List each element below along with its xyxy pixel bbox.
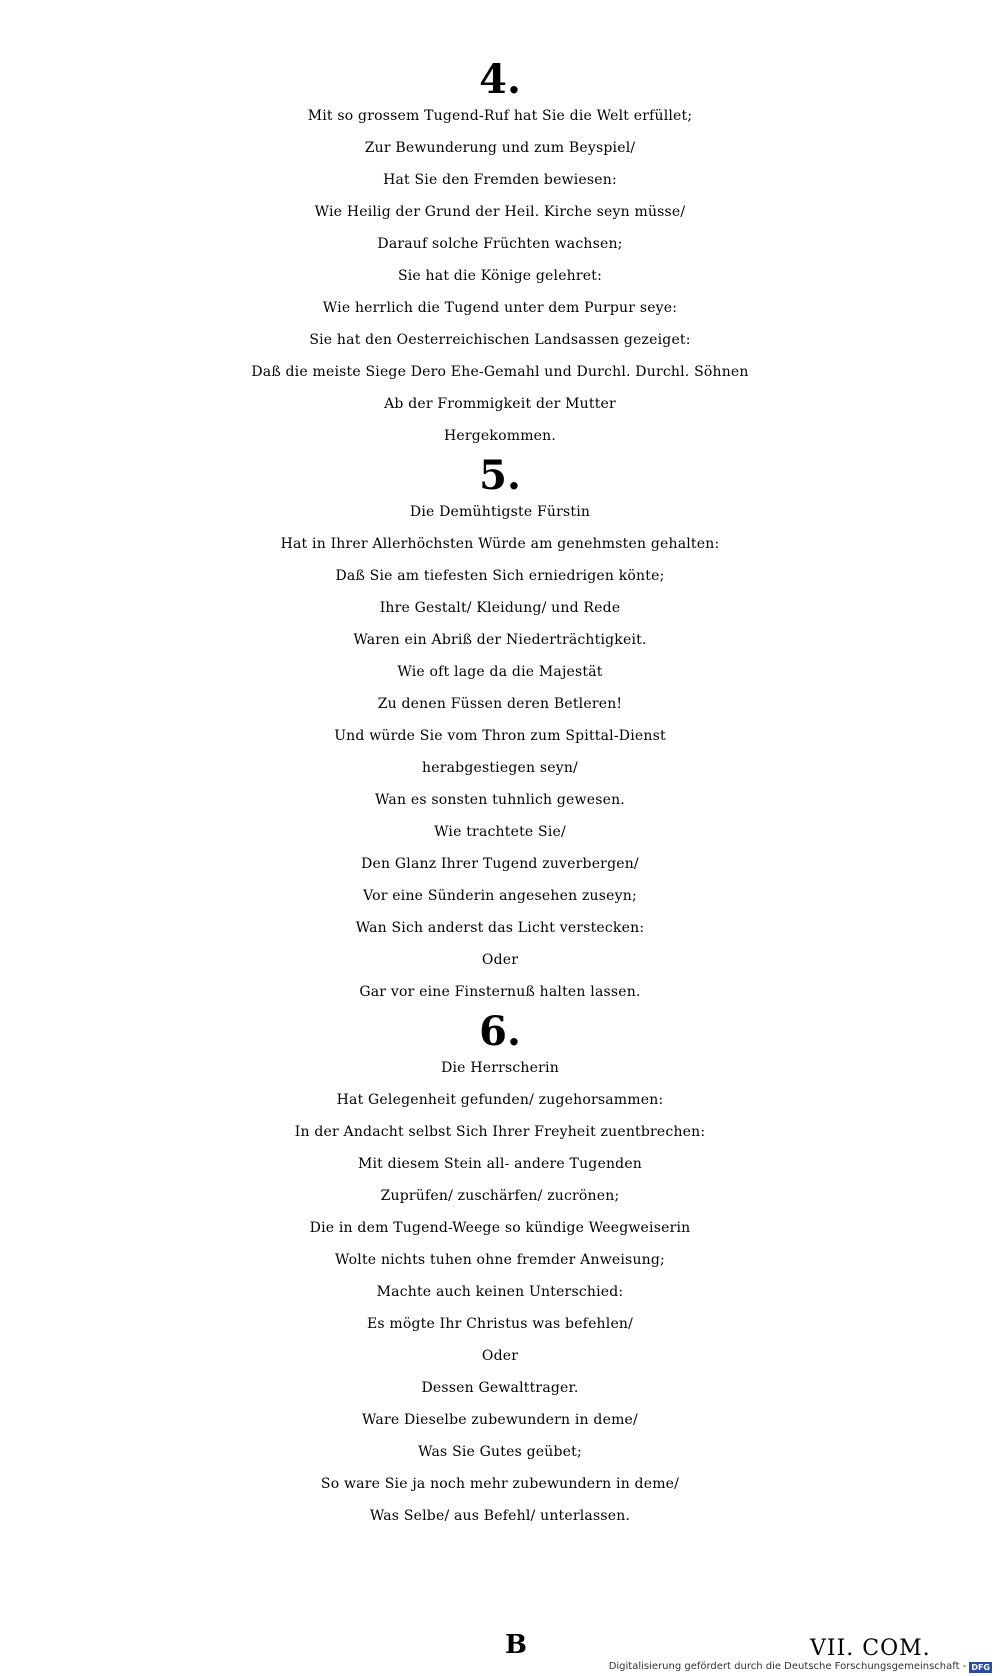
verse-line: Was Selbe/ aus Befehl/ unterlassen. xyxy=(369,1508,631,1524)
verse-line: Ware Dieselbe zubewundern in deme/ xyxy=(362,1412,638,1428)
verse-line: Sie hat die Könige gelehret: xyxy=(397,268,603,284)
verse-line: Und würde Sie vom Thron zum Spittal-Dienst xyxy=(334,728,666,744)
verse-line: Hat Sie den Fremden bewiesen: xyxy=(383,172,617,188)
verse-line: Wie oft lage da die Majestät xyxy=(397,664,603,680)
verse-line: Mit diesem Stein all- andere Tugenden xyxy=(357,1156,643,1172)
verse-line: herabgestiegen seyn/ xyxy=(422,760,578,776)
verse-line: Mit so grossem Tugend-Ruf hat Sie die Welt erfüllet; xyxy=(307,108,693,124)
verse-line: Hat in Ihrer Allerhöchsten Würde am genehmsten gehalten: xyxy=(280,536,720,552)
verse-line: Zuprüfen/ zuschärfen/ zucrönen; xyxy=(380,1188,620,1204)
verse-line: Ab der Frommigkeit der Mutter xyxy=(384,396,616,412)
verse-line: Wie herrlich die Tugend unter dem Purpur seye: xyxy=(322,300,678,316)
verse-line: Oder xyxy=(481,1348,519,1364)
verse-line: Sie hat den Oesterreichischen Landsassen gezeiget: xyxy=(309,332,691,348)
verse-line: Gar vor eine Finsternuß halten lassen. xyxy=(359,984,641,1000)
verse-line: Wan es sonsten tuhnlich gewesen. xyxy=(375,792,625,808)
verse-line: Zu denen Füssen deren Betleren! xyxy=(377,696,623,712)
dfg-logo: DFG xyxy=(971,1662,990,1672)
verse-line: Was Sie Gutes geübet; xyxy=(418,1444,582,1460)
verse-line: Wolte nichts tuhen ohne fremder Anweisung; xyxy=(335,1252,665,1268)
catchword: VII. COM. xyxy=(810,1636,931,1661)
verse-line: Oder xyxy=(481,952,519,968)
verse-line: Hergekommen. xyxy=(443,428,557,444)
footer-text: Digitalisierung gefördert durch die Deutsche Forschungsgemeinschaft - xyxy=(608,1661,967,1672)
section-number-5: 5. xyxy=(479,452,521,499)
verse-line: So ware Sie ja noch mehr zubewundern in deme/ xyxy=(320,1476,680,1492)
section-number-6: 6. xyxy=(479,1008,521,1055)
verse-line: Vor eine Sünderin angesehen zuseyn; xyxy=(363,888,637,904)
verse-line: Waren ein Abriß der Niederträchtigkeit. xyxy=(353,632,647,648)
verse-line: Wie trachtete Sie/ xyxy=(434,824,566,840)
verse-line: Den Glanz Ihrer Tugend zuverbergen/ xyxy=(361,856,639,872)
verse-line: Die in dem Tugend-Weege so kündige Weegweiserin xyxy=(309,1220,691,1236)
verse-line: Wie Heilig der Grund der Heil. Kirche seyn müsse/ xyxy=(314,204,686,220)
verse-line: Darauf solche Früchten wachsen; xyxy=(377,236,623,252)
verse-line: Daß die meiste Siege Dero Ehe-Gemahl und Durchl. Durchl. Söhnen xyxy=(251,364,749,380)
verse-line: Zur Bewunderung und zum Beyspiel/ xyxy=(364,140,636,156)
verse-line: Wan Sich anderst das Licht verstecken: xyxy=(355,920,645,936)
verse-line: Hat Gelegenheit gefunden/ zugehorsammen: xyxy=(336,1092,664,1108)
section-number-4: 4. xyxy=(479,56,521,103)
digitization-footer xyxy=(609,1660,992,1674)
verse-line: In der Andacht selbst Sich Ihrer Freyheit zuentbrechen: xyxy=(294,1124,706,1140)
verse-line: Die Herrscherin xyxy=(441,1060,559,1076)
verse-line: Ihre Gestalt/ Kleidung/ und Rede xyxy=(379,600,621,616)
signature-mark: B xyxy=(505,1630,527,1660)
verse-line: Es mögte Ihr Christus was befehlen/ xyxy=(366,1316,634,1332)
verse-line: Dessen Gewalttrager. xyxy=(421,1380,579,1396)
verse-line: Die Demühtigste Fürstin xyxy=(409,504,591,520)
verse-line: Daß Sie am tiefesten Sich erniedrigen könte; xyxy=(335,568,665,584)
verse-line: Machte auch keinen Unterschied: xyxy=(376,1284,624,1300)
